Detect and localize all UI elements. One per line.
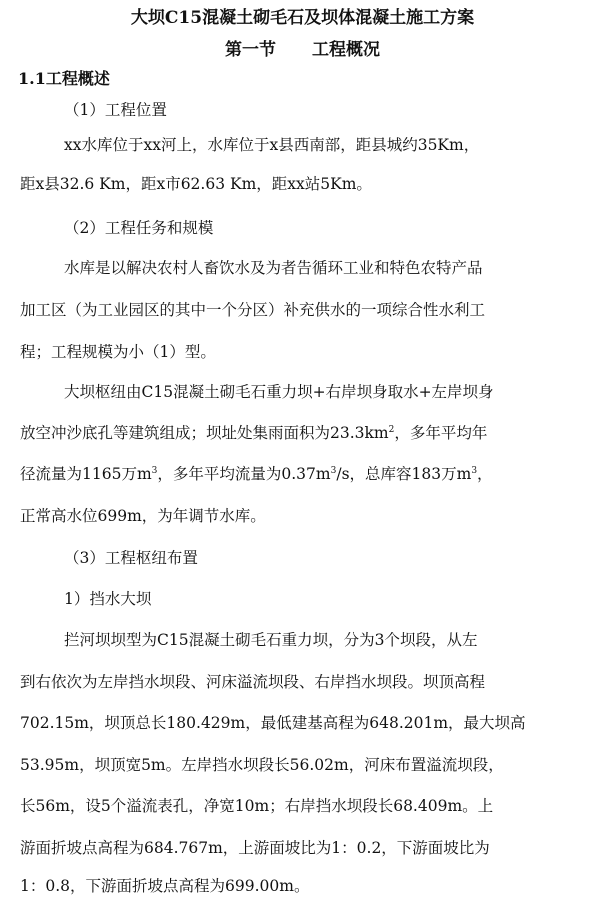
paragraph-line: 长56m，设5个溢流表孔，净宽10m；右岸挡水坝段长68.409m。上 — [20, 797, 494, 815]
section-title — [0, 38, 605, 62]
paragraph-line — [20, 462, 590, 486]
subheading-layout: （3）工程枢纽布置 — [64, 549, 198, 567]
subheading-location: （1）工程位置 — [64, 101, 167, 119]
paragraph-line: 702.15m，坝顶总长180.429m，最低建基高程为648.201m，最大坝高 — [20, 714, 526, 732]
subheading-task-scale: （2）工程任务和规模 — [64, 219, 214, 237]
subheading-dam: 1）挡水大坝 — [64, 590, 152, 608]
paragraph-line: 正常高水位699m，为年调节水库。 — [20, 507, 266, 525]
paragraph-line: 距x县32.6 Km，距x市62.63 Km，距xx站5Km。 — [20, 175, 372, 193]
section-number: 第一节 — [225, 40, 276, 60]
superscript: 2 — [388, 424, 395, 435]
text-run: ，多年平均年 — [394, 424, 488, 442]
paragraph-line: xx水库位于xx河上，水库位于x县西南部，距县城约35Km， — [64, 136, 480, 154]
paragraph-line: 1：0.8，下游面折坡点高程为699.00m。 — [20, 877, 310, 895]
paragraph-line: 拦河坝坝型为C15混凝土砌毛石重力坝，分为3个坝段，从左 — [64, 631, 478, 649]
text-run: /s，总库容183万m — [336, 465, 472, 483]
paragraph-line: 53.95m，坝顶宽5m。左岸挡水坝段长56.02m，河床布置溢流坝段， — [20, 756, 504, 774]
text-run: 放空冲沙底孔等建筑组成；坝址处集雨面积为23.3km — [20, 424, 389, 442]
superscript: 3 — [330, 465, 337, 476]
superscript: 3 — [151, 465, 158, 476]
superscript: 3 — [471, 465, 478, 476]
document-title: 大坝C15混凝土砌毛石及坝体混凝土施工方案 — [130, 8, 475, 28]
section-name: 工程概况 — [312, 40, 380, 60]
paragraph-line: 到右依次为左岸挡水坝段、河床溢流坝段、右岸挡水坝段。坝顶高程 — [20, 673, 486, 691]
paragraph-line: 程；工程规模为小（1）型。 — [20, 343, 216, 361]
text-run: 径流量为1165万m — [20, 465, 152, 483]
paragraph-line: 游面折坡点高程为684.767m，上游面坡比为1：0.2，下游面坡比为 — [20, 839, 490, 857]
paragraph-line: 大坝枢纽由C15混凝土砌毛石重力坝+右岸坝身取水+左岸坝身 — [64, 383, 494, 401]
paragraph-line: 加工区（为工业园区的其中一个分区）补充供水的一项综合性水利工 — [20, 301, 486, 319]
paragraph-line: 水库是以解决农村人畜饮水及为者告循环工业和特色农特产品 — [64, 259, 483, 277]
text-run: ， — [477, 465, 493, 483]
paragraph-line — [20, 421, 590, 445]
text-run: ，多年平均流量为0.37m — [157, 465, 331, 483]
heading-1-1: 1.1工程概述 — [18, 69, 110, 88]
